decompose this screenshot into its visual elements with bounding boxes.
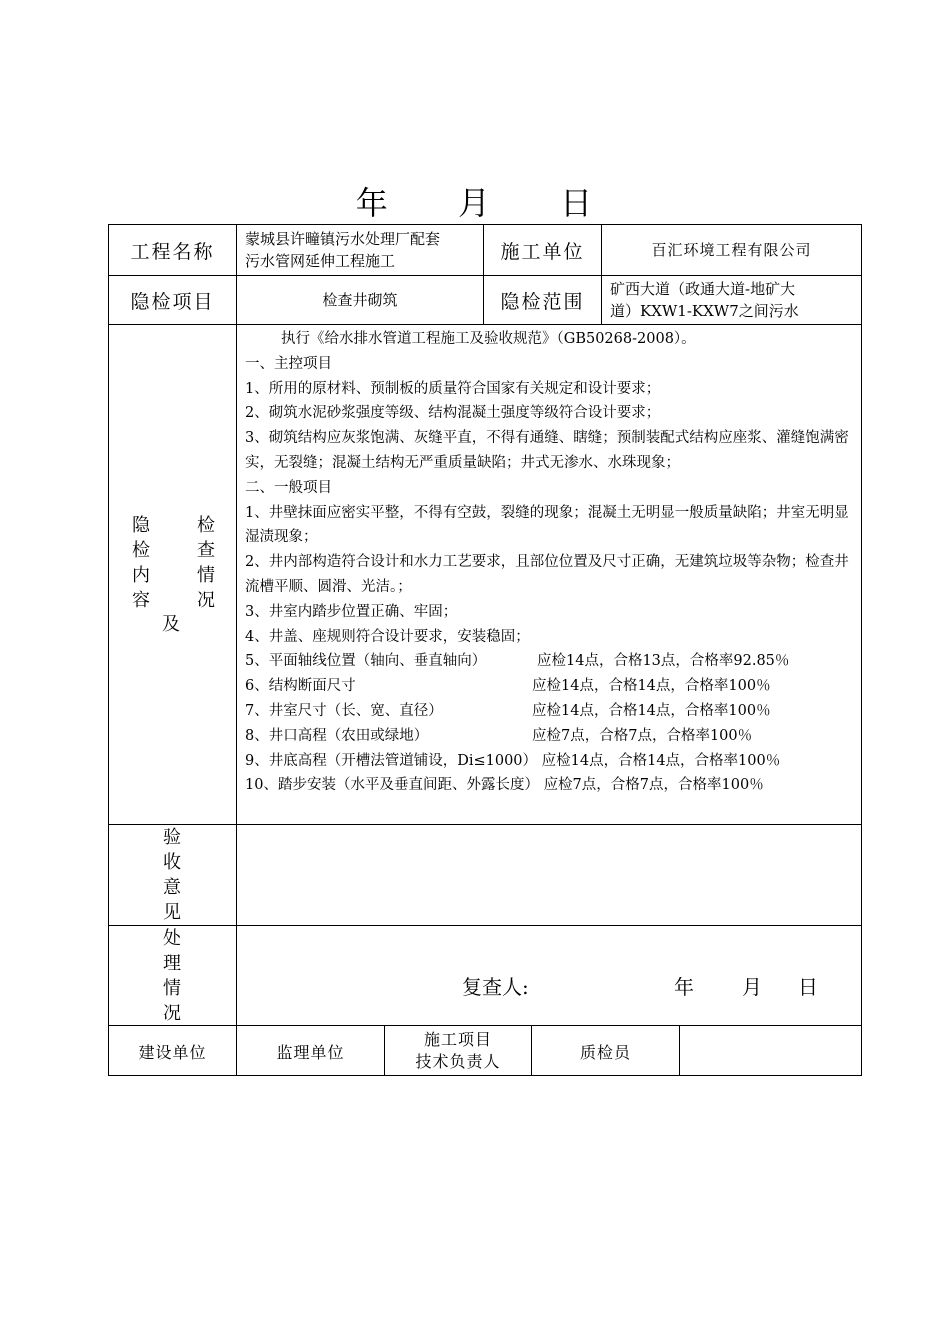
date-year: 年 (355, 184, 390, 222)
check-item: 10、踏步安装（水平及垂直间距、外露长度） (245, 777, 539, 794)
inspection-scope-value (602, 276, 861, 324)
check-result: 应检14点，合格14点，合格率100％ (541, 752, 781, 769)
check-result: 应检14点，合格13点，合格率92.85％ (537, 653, 790, 670)
reviewer-label: 复查人: (462, 975, 529, 999)
check-item: 8、井口高程（农田或绿地） (245, 727, 429, 744)
content-line: 3、井室内踏步位置正确、牢固； (245, 603, 458, 620)
inspection-item-label: 隐检项目 (130, 290, 215, 313)
scope-line2: 道）KXW1-KXW7之间污水 (610, 302, 799, 320)
date-day: 日 (560, 184, 595, 222)
check-item: 6、结构断面尺寸 (245, 678, 356, 695)
inspection-scope-label: 隐检范围 (500, 290, 585, 313)
check-row (245, 649, 857, 674)
contractor-label: 施工单位 (500, 240, 585, 263)
row-divider (108, 324, 862, 325)
check-row (245, 773, 857, 798)
column-divider (236, 224, 237, 1076)
supervisor-label: 监理单位 (276, 1042, 345, 1062)
contractor-tech-label: 施工项目 技术负责人 (415, 1030, 501, 1071)
scope-line1: 矿西大道（政通大道-地矿大 (610, 280, 796, 298)
contractor-value: 百汇环境工程有限公司 (651, 241, 812, 259)
check-result: 应检14点，合格14点，合格率100％ (532, 678, 771, 695)
check-item: 9、井底高程（开槽法管道铺设，Di≤1000） (245, 752, 538, 769)
project-name-line2: 污水管网延伸工程施工 (245, 252, 396, 270)
check-row (245, 724, 857, 749)
check-row (245, 699, 857, 724)
check-row (245, 749, 857, 774)
check-result: 应检7点，合格7点，合格率100％ (532, 727, 753, 744)
content-line: 2、砌筑水泥砂浆强度等级、结构混凝土强度等级符合设计要求； (245, 405, 661, 422)
section-heading: 一、主控项目 (245, 355, 332, 372)
content-line: 2、井内部构造符合设计和水力工艺要求，且部位位置及尺寸正确，无建筑垃圾等杂物；检查井流槽平顺、圆滑、光洁。； (245, 554, 849, 595)
section-heading: 二、一般项目 (245, 479, 332, 496)
check-row (245, 674, 857, 699)
row-divider (108, 925, 862, 926)
review-month: 月 (742, 975, 762, 999)
check-item: 5、平面轴线位置（轴向、垂直轴向） (245, 653, 487, 670)
content-line: 1、井壁抹面应密实平整，不得有空鼓，裂缝的现象；混凝土无明显一般质量缺陷；井室无明显湿渍现象； (245, 504, 849, 546)
content-line: 4、井盖、座规则符合设计要求，安装稳固； (245, 628, 530, 645)
review-year: 年 (674, 975, 694, 999)
content-line: 3、砌筑结构应灰浆饱满、灰缝平直，不得有通缝、瞎缝；预制装配式结构应座浆、灌缝饱满密实，无裂缝；混凝土结构无严重质量缺陷；井式无渗水、水珠现象； (245, 430, 849, 471)
project-name-value (237, 225, 483, 275)
handling-label: 处 理 情 况 (163, 928, 181, 1024)
acceptance-opinion-field[interactable] (237, 825, 861, 925)
acceptance-label: 验 收 意 见 (163, 827, 181, 923)
inspection-item-value: 检查井砌筑 (322, 291, 398, 309)
review-day: 日 (798, 975, 818, 999)
inspection-label-right: 检 查 情 况 (197, 515, 215, 611)
standard-line: 执行《给水排水管道工程施工及验收规范》（GB50268-2008）。 (281, 331, 696, 347)
inspection-content (245, 327, 857, 798)
date-month: 月 (457, 184, 492, 222)
project-name-label: 工程名称 (130, 240, 215, 263)
quality-inspector-label: 质检员 (579, 1042, 631, 1062)
inspection-label-left: 隐 检 内 容 (132, 515, 150, 611)
inspection-label-center: 及 (162, 614, 180, 635)
check-result: 应检14点，合格14点，合格率100％ (532, 702, 771, 719)
content-line: 1、所用的原材料、预制板的质量符合国家有关规定和设计要求； (245, 380, 661, 397)
builder-label: 建设单位 (138, 1042, 207, 1062)
check-result: 应检7点，合格7点，合格率100％ (543, 777, 764, 794)
project-name-line1: 蒙城县许疃镇污水处理厂配套 (245, 230, 441, 248)
quality-inspector-signature[interactable] (680, 1026, 861, 1076)
date-header (0, 178, 950, 224)
check-item: 7、井室尺寸（长、宽、直径） (245, 702, 443, 719)
